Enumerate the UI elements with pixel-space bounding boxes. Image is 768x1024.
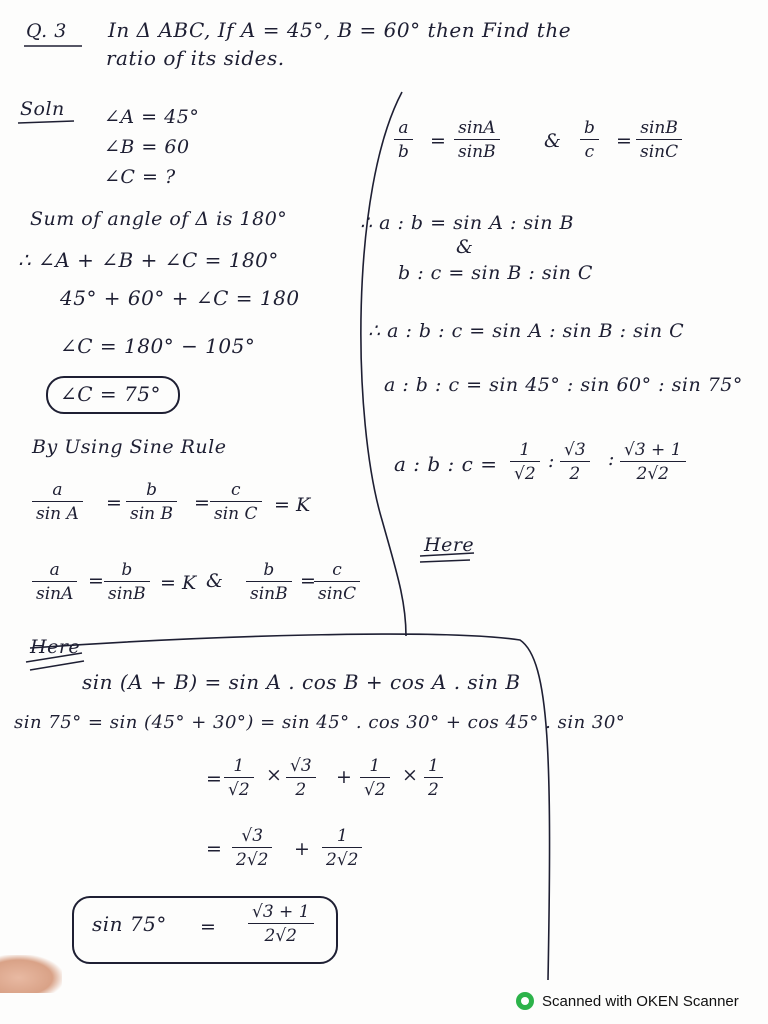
- here-label-right: Here: [424, 534, 475, 556]
- equals-sign: =: [106, 492, 122, 514]
- identity-sin-a-plus-b: sin (A + B) = sin A . cos B + cos A . sin B: [82, 670, 521, 694]
- frac-b-sinB: b sinB: [104, 560, 150, 604]
- frac-1-over-root2: 1 √2: [510, 440, 540, 484]
- equals-sign: =: [88, 570, 104, 592]
- result-angle-c: ∠C = 75°: [60, 382, 161, 406]
- ratio-b-c: b : c = sin B : sin C: [398, 262, 593, 284]
- final-lhs-sin75: sin 75°: [92, 912, 167, 936]
- frac-sinA-over-sinB: sinA sinB: [454, 118, 500, 162]
- scanner-watermark: [516, 990, 739, 1012]
- equals-sign: =: [194, 492, 210, 514]
- angle-sum-statement: Sum of angle of Δ is 180°: [30, 208, 288, 230]
- equation-angle-sum: ∴ ∠A + ∠B + ∠C = 180°: [18, 248, 279, 272]
- plus-sign: +: [336, 766, 352, 788]
- sine-rule-frac-c: c sin C: [210, 480, 262, 524]
- soln-label: Soln: [20, 98, 65, 120]
- equals-k: = K: [274, 494, 311, 516]
- question-line-2: ratio of its sides.: [106, 46, 285, 70]
- frac-1-over-root2-b: 1 √2: [360, 756, 390, 800]
- question-number: Q. 3: [26, 20, 67, 42]
- sin75-expansion: sin 75° = sin (45° + 30°) = sin 45° . cos 30° + cos 45° . sin 30°: [14, 712, 626, 733]
- given-angle-c: ∠C = ?: [104, 166, 176, 188]
- frac-root3-plus-1-over-2root2: √3 + 1 2√2: [620, 440, 686, 484]
- ampersand: &: [544, 130, 561, 152]
- frac-1-over-root2-a: 1 √2: [224, 756, 254, 800]
- frac-b-over-c: b c: [580, 118, 599, 162]
- frac-root3-over-2root2: √3 2√2: [232, 826, 272, 870]
- frac-sinB-over-sinC: sinB sinC: [636, 118, 682, 162]
- frac-a-sinA: a sinA: [32, 560, 77, 604]
- ratio-values-sin: a : b : c = sin 45° : sin 60° : sin 75°: [384, 374, 743, 396]
- sine-rule-heading: By Using Sine Rule: [32, 436, 227, 458]
- here-label-bottom: Here: [30, 636, 81, 658]
- frac-1-over-2root2: 1 2√2: [322, 826, 362, 870]
- equation-substitute: 45° + 60° + ∠C = 180: [60, 286, 300, 310]
- frac-1-over-2: 1 2: [424, 756, 443, 800]
- plus-sign: +: [294, 838, 310, 860]
- equals-sign: =: [300, 570, 316, 592]
- equals-k: = K: [160, 572, 197, 594]
- times-sign: ×: [402, 764, 418, 786]
- ampersand: &: [206, 570, 223, 592]
- given-angle-a: ∠A = 45°: [104, 106, 200, 128]
- sine-rule-frac-a: a sin A: [32, 480, 83, 524]
- given-angle-b: ∠B = 60: [104, 136, 190, 158]
- ampersand-right: &: [456, 236, 474, 258]
- equals-sign: =: [616, 130, 632, 152]
- watermark-text: Scanned with OKEN Scanner: [542, 992, 739, 1010]
- equals-sign: =: [430, 130, 446, 152]
- frac-b-sinB-2: b sinB: [246, 560, 292, 604]
- equals-sign: =: [206, 768, 222, 790]
- ratio-a-b: ∴ a : b = sin A : sin B: [360, 212, 574, 234]
- frac-root3-over-2-a: √3 2: [286, 756, 316, 800]
- frac-root3-over-2: √3 2: [560, 440, 590, 484]
- colon: :: [608, 448, 615, 470]
- finger-shadow: [0, 955, 62, 993]
- sine-rule-frac-b: b sin B: [126, 480, 177, 524]
- oken-logo-icon: [516, 992, 534, 1010]
- final-fraction: √3 + 1 2√2: [248, 902, 314, 946]
- frac-c-sinC: c sinC: [314, 560, 360, 604]
- equals-sign: =: [206, 838, 222, 860]
- frac-a-over-b: a b: [394, 118, 413, 162]
- ratio-final-prefix: a : b : c =: [394, 452, 498, 476]
- colon: :: [548, 450, 555, 472]
- ratio-a-b-c: ∴ a : b : c = sin A : sin B : sin C: [368, 320, 685, 342]
- question-line-1: In Δ ABC, If A = 45°, B = 60° then Find the: [108, 18, 572, 42]
- times-sign: ×: [266, 764, 282, 786]
- equals-sign: =: [200, 916, 216, 938]
- equation-solve-c: ∠C = 180° − 105°: [60, 334, 256, 358]
